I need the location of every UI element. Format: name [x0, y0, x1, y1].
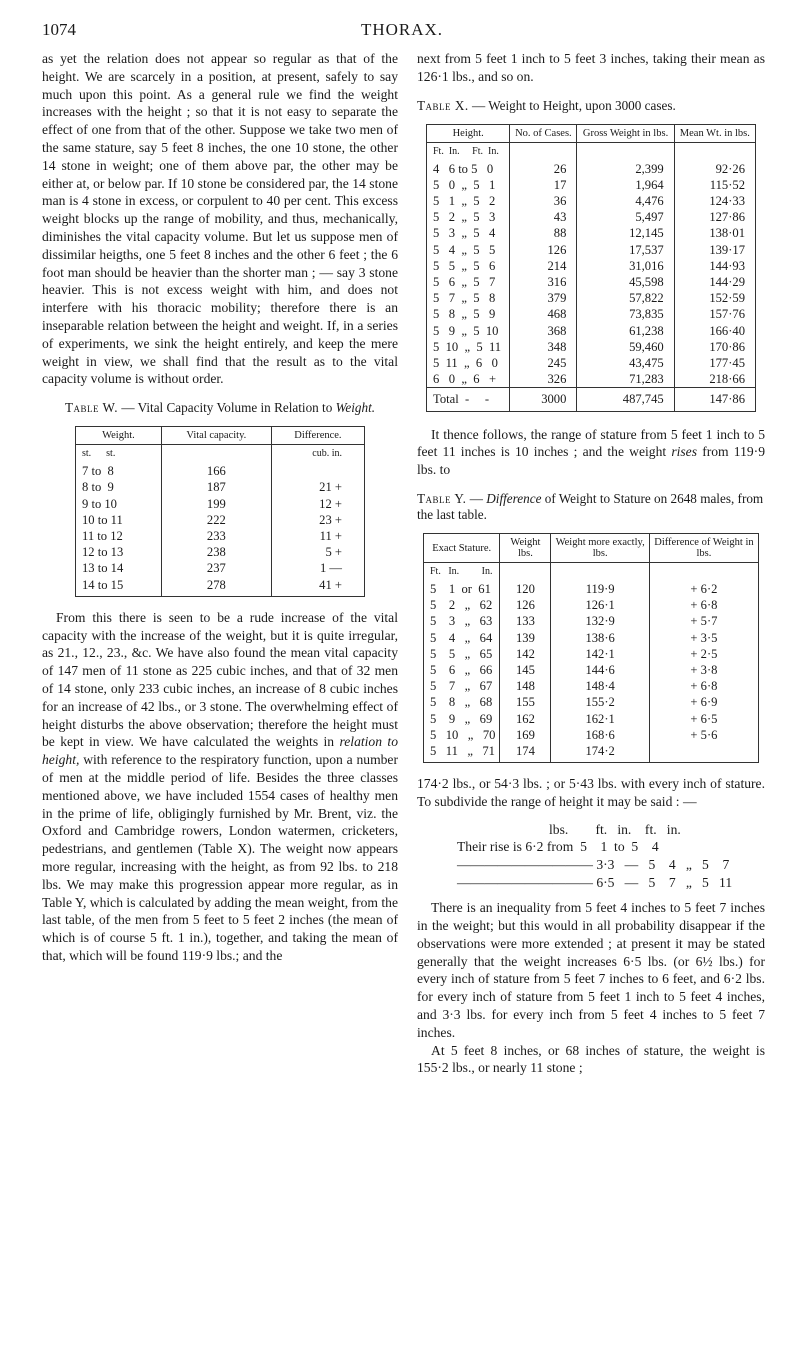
table-cell: 468: [510, 306, 577, 322]
table-cell: 12 to 13: [76, 544, 162, 560]
table-row: [424, 694, 759, 710]
table-cell: 5 7 „ 67: [424, 678, 500, 694]
table-w: [75, 426, 365, 597]
table-cell: 59,460: [577, 339, 674, 355]
table-cell: 115·52: [674, 177, 755, 193]
column-header: No. of Cases.: [510, 124, 577, 142]
table-cell: 245: [510, 355, 577, 371]
table-cell: 31,016: [577, 258, 674, 274]
table-cell: 13 to 14: [76, 560, 162, 576]
table-cell: 5 3 „ 63: [424, 613, 500, 629]
table-cell: + 5·7: [649, 613, 758, 629]
paragraph: It thence follows, the range of stature from 5 feet 1 inch to 5 feet 11 inches is 10 inches ; and the weight rises from 119·9 lbs. to: [417, 426, 765, 478]
column-header: Vital capacity.: [161, 427, 271, 445]
table-cell: 177·45: [674, 355, 755, 371]
rise-line: —————————— 3·3 — 5 4 „ 5 7: [457, 857, 730, 873]
column-header: Weight.: [76, 427, 162, 445]
table-cell: 4,476: [577, 193, 674, 209]
caption-italic: Weight.: [335, 400, 376, 416]
table-row: [424, 577, 759, 597]
table-cell: 36: [510, 193, 577, 209]
table-cell: 4 6 to 5 0: [427, 157, 510, 177]
table-cell: 17,537: [577, 242, 674, 258]
table-row: [427, 355, 756, 371]
table-y-caption: Table Y. — Difference of Weight to Stature on 2648 males, from the last table.: [417, 491, 764, 523]
table-row: [427, 306, 756, 322]
table-cell: 157·76: [674, 306, 755, 322]
rise-line: —————————— 6·5 — 5 7 „ 5 11: [457, 874, 733, 890]
table-row: [427, 225, 756, 241]
table-cell: 5 8 „ 68: [424, 694, 500, 710]
table-cell: [649, 743, 758, 763]
table-row: [424, 743, 759, 763]
caption-text: — Vital Capacity Volume in Relation to: [118, 400, 336, 416]
table-row: [427, 209, 756, 225]
table-cell: + 3·8: [649, 662, 758, 678]
table-cell: [577, 142, 674, 157]
table-cell: [551, 563, 649, 578]
table-row: [76, 512, 365, 528]
table-cell: 199: [161, 496, 271, 512]
table-cell: 379: [510, 290, 577, 306]
table-cell: 144·29: [674, 274, 755, 290]
table-row: [427, 177, 756, 193]
table-y: [423, 533, 759, 763]
table-cell: 5 10 „ 5 11: [427, 339, 510, 355]
table-row: [427, 157, 756, 177]
table-cell: 5 3 „ 5 4: [427, 225, 510, 241]
paragraph: as yet the relation does not appear so regular as that of the height. We are scarcely in a position, at present, safely to say much upon this point. As a general rule we find the weight increases with the height ; so that it is not easy to separate the effect of one from that of the other. Suppose we take two men of the same stature, say 5 feet 8 inches, the one 10 stone, the other 14 stone in weight; one of them above par, the other may be either at, or below par. If 10 stone be considered par, the 14 stone man is 4 stone in excess, or corpulent to 40 per cent. This excess weight blocks up the range of mobility, and thus, mechanically, diminishes the vital capacity volume. But let us suppose men of dissimilar heigths, one 5 feet 8 inches and the other 6 feet ; the 6 foot man should be heavier than the shorter man ; — say 3 stone heavier. This is not excess weight with him, and does not interfere with his thoracic mobility; therefore there is an inseparable relation between the height and weight. If, in a series of experiments, we sink the height entirely, and keep the mere weight in view, we shall find that the result as to the vital capacity volume is without order.: [42, 51, 398, 387]
table-row: [424, 662, 759, 678]
paragraph: From this there is seen to be a rude increase of the vital capacity with the increase of the weight, but it is quite irregular, as 21., 12., 23., &c. We have also found the mean vital capacity of 147 men of 11 stone as 225 cubic inches, and that of 32 men of 14 stone, only 233 cubic inches, an increase of 8 cubic inches for an increase of 42 lbs., or 3 stone. The overwhelming effect of height disturbs the above observation; therefore the height must be kept in view. We have calculated the weights in relation to height, with reference to the respiratory function, upon a number of men at the middle period of life. Besides the three classes mentioned above, we have included 1554 cases of healthy men in the prime of life, obligingly furnished by Mr. Brent, viz. the Oxford and Cambridge rowers, London watermen, cricketers, pedestrians, and gentlemen (Table X). The weight now appears more regular, increasing with the height, as from 92 lbs. to 218 lbs. We may make this progression appear more regular, as in Table Y, which is calculated by adding the mean weight, from the last table, of the men from 5 feet to 5 feet 2 inches (the mean of which is of course 5 ft. 1 in.), together, and taking the mean of that, which will be found 119·9 lbs.; and the: [42, 609, 398, 963]
table-cell: 148: [500, 678, 551, 694]
table-row: [424, 678, 759, 694]
table-cell: 166·40: [674, 323, 755, 339]
column-header: Difference of Weight in lbs.: [649, 534, 758, 563]
table-cell: 5 +: [271, 544, 364, 560]
table-cell: 487,745: [577, 388, 674, 411]
rise-line: Their rise is 6·2 from 5 1 to 5 4: [457, 839, 659, 855]
column-header: Difference.: [271, 427, 364, 445]
column-header: Weight lbs.: [500, 534, 551, 563]
table-row: [424, 630, 759, 646]
caption-text: — Weight to Height, upon 3000 cases.: [468, 97, 676, 113]
table-row: [76, 544, 365, 560]
table-cell: 120: [500, 577, 551, 597]
table-row: [427, 339, 756, 355]
table-cell: 142: [500, 646, 551, 662]
table-row: [424, 646, 759, 662]
table-cell: st. st.: [76, 445, 162, 460]
table-row: [76, 560, 365, 576]
table-w-caption: [42, 400, 398, 416]
table-cell: [500, 563, 551, 578]
column-header: Height.: [427, 124, 510, 142]
table-cell: 162·1: [551, 711, 649, 727]
table-cell: 14 to 15: [76, 577, 162, 597]
table-cell: 88: [510, 225, 577, 241]
table-cell: 5 11 „ 6 0: [427, 355, 510, 371]
paragraph: There is an inequality from 5 feet 4 inches to 5 feet 7 inches in the weight; but this would in all probability disappear if the observations were more extended ; at present it may be stated generally that the weight increases 6·5 lbs. (or 6½ lbs.) for every inch of stature from 5 feet 7 inches to 6 feet, and 6·2 lbs. for every inch of stature from 5 feet 1 inch to 5 feet 4 inches, and 3·3 lbs. for every inch from 5 feet 4 inches to 5 feet 7 inches.: [417, 900, 765, 1040]
table-cell: + 6·5: [649, 711, 758, 727]
table-cell: + 6·8: [649, 597, 758, 613]
table-cell: 238: [161, 544, 271, 560]
table-cell: 326: [510, 371, 577, 388]
table-label: Table Y.: [417, 491, 467, 507]
table-cell: 278: [161, 577, 271, 597]
table-cell: 214: [510, 258, 577, 274]
table-cell: 5 6 „ 5 7: [427, 274, 510, 290]
column-header: Weight more exactly, lbs.: [551, 534, 649, 563]
table-cell: 174: [500, 743, 551, 763]
table-row: [76, 577, 365, 597]
table-cell: 2,399: [577, 157, 674, 177]
table-row: [424, 613, 759, 629]
table-cell: cub. in.: [271, 445, 364, 460]
table-cell: 61,238: [577, 323, 674, 339]
units-row: [76, 445, 365, 460]
table-cell: 21 +: [271, 479, 364, 495]
table-cell: + 3·5: [649, 630, 758, 646]
table-cell: 139·17: [674, 242, 755, 258]
units-row: [427, 142, 756, 157]
total-row: [427, 388, 756, 411]
table-cell: 132·9: [551, 613, 649, 629]
table-row: [427, 274, 756, 290]
table-cell: 5 2 „ 5 3: [427, 209, 510, 225]
table-cell: [271, 459, 364, 479]
table-cell: 5 9 „ 69: [424, 711, 500, 727]
table-cell: 8 to 9: [76, 479, 162, 495]
running-title: THORAX.: [360, 20, 444, 39]
table-row: [424, 711, 759, 727]
table-cell: 119·9: [551, 577, 649, 597]
table-cell: 9 to 10: [76, 496, 162, 512]
table-cell: 12,145: [577, 225, 674, 241]
table-cell: 142·1: [551, 646, 649, 662]
units-row: [424, 563, 759, 578]
table-row: [427, 258, 756, 274]
column-header: Exact Stature.: [424, 534, 500, 563]
table-cell: Ft. In. Ft. In.: [427, 142, 510, 157]
table-cell: 43,475: [577, 355, 674, 371]
column-header: Mean Wt. in lbs.: [674, 124, 755, 142]
table-cell: 218·66: [674, 371, 755, 388]
table-cell: 222: [161, 512, 271, 528]
table-cell: 6 0 „ 6 +: [427, 371, 510, 388]
table-cell: 5 4 „ 5 5: [427, 242, 510, 258]
table-cell: 7 to 8: [76, 459, 162, 479]
table-cell: 5 2 „ 62: [424, 597, 500, 613]
table-cell: 166: [161, 459, 271, 479]
table-cell: 145: [500, 662, 551, 678]
table-cell: 147·86: [674, 388, 755, 411]
table-cell: 5 7 „ 5 8: [427, 290, 510, 306]
table-cell: 5,497: [577, 209, 674, 225]
table-cell: 5 0 „ 5 1: [427, 177, 510, 193]
table-cell: 5 6 „ 66: [424, 662, 500, 678]
table-cell: 5 10 „ 70: [424, 727, 500, 743]
table-row: [427, 193, 756, 209]
page-number: 1074: [42, 20, 76, 39]
table-cell: 5 1 „ 5 2: [427, 193, 510, 209]
table-row: [76, 528, 365, 544]
table-row: [427, 323, 756, 339]
table-cell: 174·2: [551, 743, 649, 763]
table-cell: 5 4 „ 64: [424, 630, 500, 646]
table-cell: 133: [500, 613, 551, 629]
table-row: [424, 597, 759, 613]
table-cell: [510, 142, 577, 157]
table-cell: 152·59: [674, 290, 755, 306]
right-column: [417, 50, 765, 1077]
table-cell: 237: [161, 560, 271, 576]
caption-italic: Difference: [486, 491, 542, 507]
table-label: Table W.: [64, 400, 119, 416]
table-cell: 43: [510, 209, 577, 225]
table-cell: 148·4: [551, 678, 649, 694]
table-row: [76, 459, 365, 479]
rise-table: [417, 821, 765, 891]
running-header: [42, 20, 762, 42]
left-column: [42, 50, 398, 965]
table-cell: 138·6: [551, 630, 649, 646]
table-cell: 316: [510, 274, 577, 290]
paragraph: 174·2 lbs., or 54·3 lbs. ; or 5·43 lbs. with every inch of stature. To subdivide the range of height it may be said : —: [417, 776, 765, 810]
table-cell: 23 +: [271, 512, 364, 528]
table-label: Table X.: [417, 97, 469, 113]
table-row: [424, 727, 759, 743]
table-cell: 144·93: [674, 258, 755, 274]
rise-units: lbs. ft. in. ft. in.: [549, 821, 681, 837]
table-cell: 368: [510, 323, 577, 339]
table-cell: [649, 563, 758, 578]
table-row: [427, 290, 756, 306]
table-cell: 57,822: [577, 290, 674, 306]
table-cell: 5 11 „ 71: [424, 743, 500, 763]
table-cell: + 2·5: [649, 646, 758, 662]
table-cell: 11 +: [271, 528, 364, 544]
table-cell: + 5·6: [649, 727, 758, 743]
table-cell: 138·01: [674, 225, 755, 241]
table-cell: 162: [500, 711, 551, 727]
table-cell: 12 +: [271, 496, 364, 512]
table-cell: Total - -: [427, 388, 510, 411]
table-cell: 73,835: [577, 306, 674, 322]
table-cell: 169: [500, 727, 551, 743]
table-cell: 5 8 „ 5 9: [427, 306, 510, 322]
table-row: [427, 242, 756, 258]
table-cell: 124·33: [674, 193, 755, 209]
table-cell: 3000: [510, 388, 577, 411]
table-cell: + 6·9: [649, 694, 758, 710]
table-cell: 127·86: [674, 209, 755, 225]
table-cell: 41 +: [271, 577, 364, 597]
table-cell: [161, 445, 271, 460]
table-cell: 11 to 12: [76, 528, 162, 544]
table-cell: 71,283: [577, 371, 674, 388]
caption-text: of Weight to Stature on 2648 males, from the last table.: [417, 491, 764, 523]
paragraph: next from 5 feet 1 inch to 5 feet 3 inches, taking their mean as 126·1 lbs., and so on.: [417, 51, 765, 84]
table-cell: 5 5 „ 65: [424, 646, 500, 662]
table-cell: 144·6: [551, 662, 649, 678]
table-cell: 155·2: [551, 694, 649, 710]
table-cell: 5 5 „ 5 6: [427, 258, 510, 274]
table-cell: 139: [500, 630, 551, 646]
table-cell: 126·1: [551, 597, 649, 613]
table-cell: 1,964: [577, 177, 674, 193]
table-cell: 348: [510, 339, 577, 355]
table-cell: + 6·2: [649, 577, 758, 597]
table-cell: 170·86: [674, 339, 755, 355]
table-cell: Ft. In. In.: [424, 563, 500, 578]
column-header: Gross Weight in lbs.: [577, 124, 674, 142]
table-x: [426, 124, 756, 412]
paragraph: At 5 feet 8 inches, or 68 inches of stature, the weight is 155·2 lbs., or nearly 11 stone ;: [417, 1042, 765, 1076]
table-cell: 126: [500, 597, 551, 613]
table-cell: 5 1 or 61: [424, 577, 500, 597]
table-cell: 233: [161, 528, 271, 544]
table-cell: + 6·8: [649, 678, 758, 694]
table-cell: 17: [510, 177, 577, 193]
table-cell: 26: [510, 157, 577, 177]
table-row: [427, 371, 756, 388]
table-cell: 45,598: [577, 274, 674, 290]
table-row: [76, 496, 365, 512]
table-cell: 92·26: [674, 157, 755, 177]
table-cell: 5 9 „ 5 10: [427, 323, 510, 339]
table-cell: 187: [161, 479, 271, 495]
table-cell: 1 —: [271, 560, 364, 576]
table-cell: 126: [510, 242, 577, 258]
table-cell: 10 to 11: [76, 512, 162, 528]
table-cell: 155: [500, 694, 551, 710]
table-row: [76, 479, 365, 495]
table-cell: 168·6: [551, 727, 649, 743]
table-x-caption: [417, 98, 765, 114]
table-cell: [674, 142, 755, 157]
